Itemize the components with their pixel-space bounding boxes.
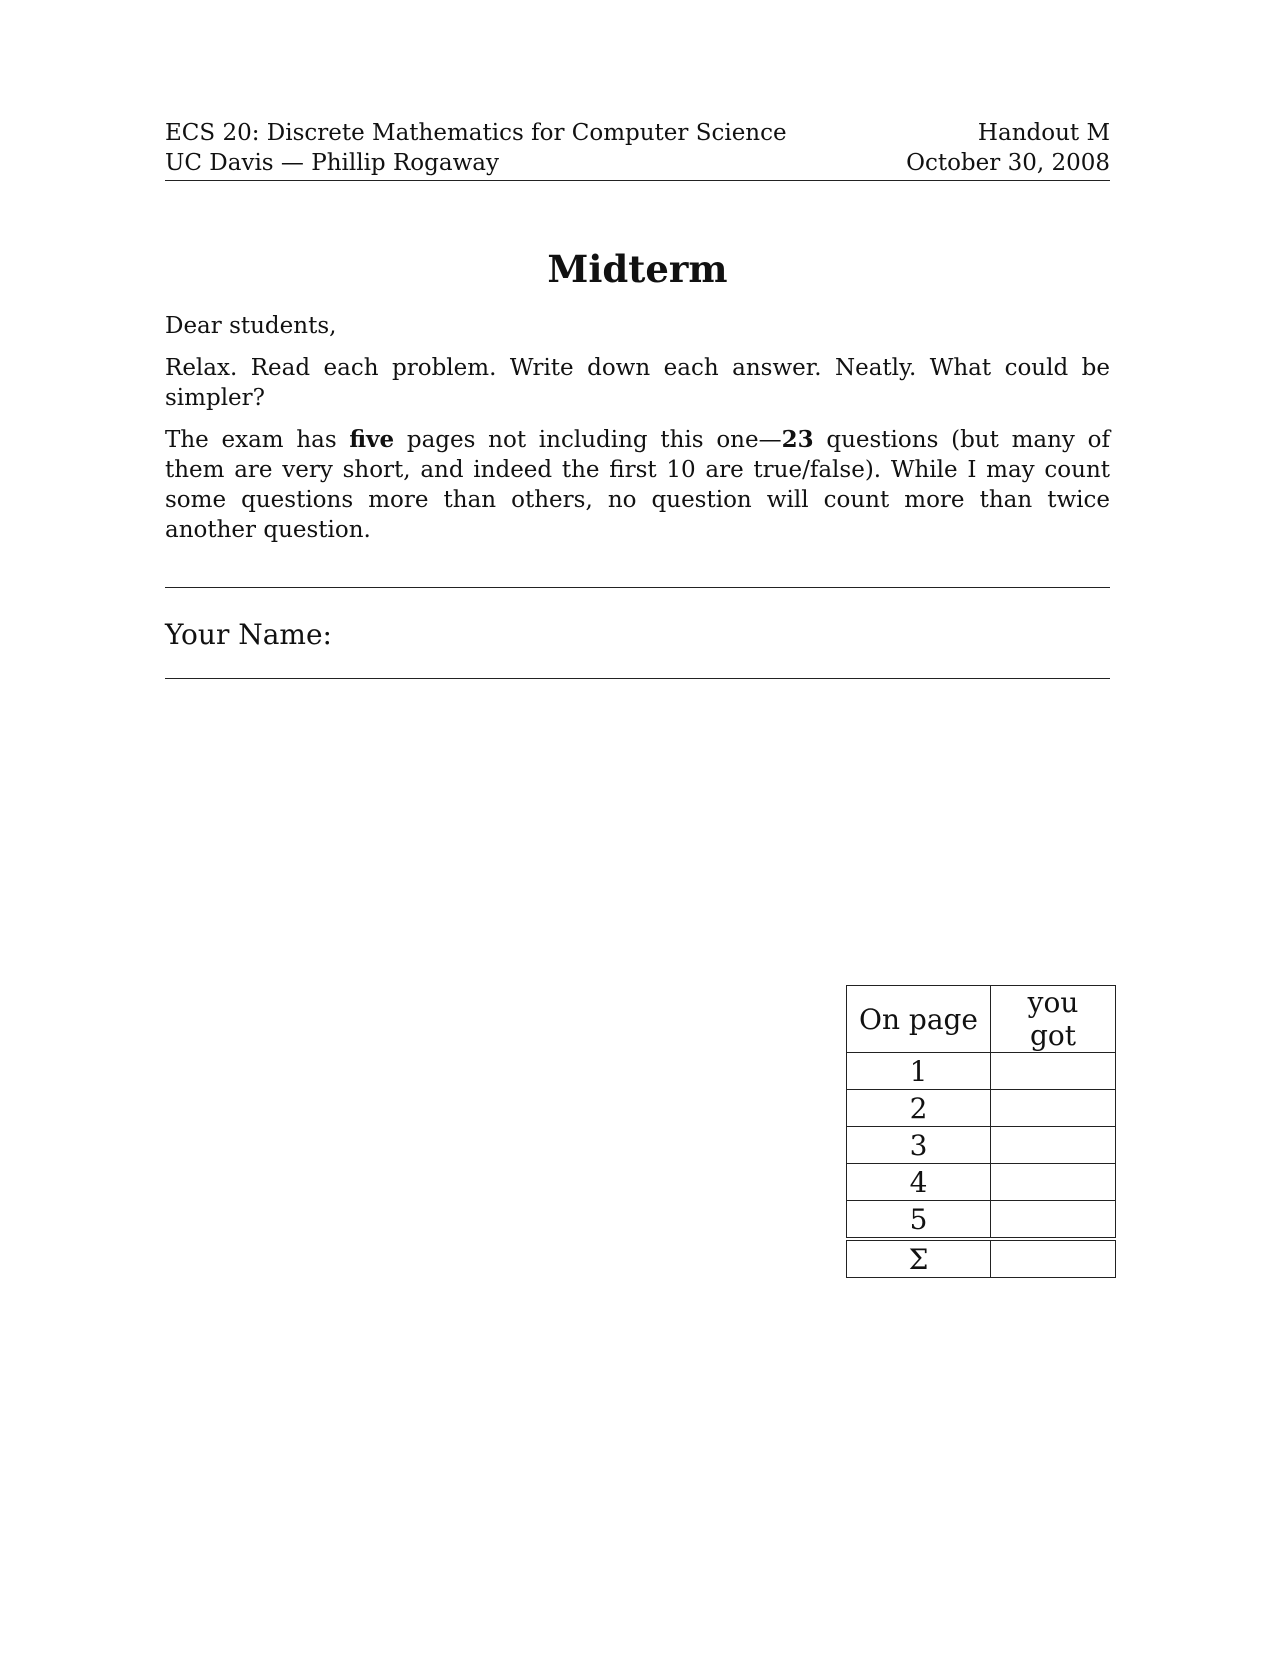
sum-row bbox=[847, 1239, 1116, 1278]
description-part-b: pages not including this one— bbox=[394, 427, 782, 453]
name-field-label: Your Name: bbox=[165, 618, 332, 651]
table-row bbox=[847, 1201, 1116, 1240]
exam-description bbox=[165, 425, 1110, 545]
table-row bbox=[847, 1127, 1116, 1164]
course-title: ECS 20: Discrete Mathematics for Computer Science bbox=[165, 120, 787, 146]
header-right bbox=[906, 118, 1110, 178]
table-row bbox=[847, 1090, 1116, 1127]
page-number: 4 bbox=[847, 1164, 991, 1201]
score-table-header bbox=[847, 986, 1116, 1053]
exam-page bbox=[165, 118, 1110, 679]
page-number: 5 bbox=[847, 1201, 991, 1240]
header-you-got: you got bbox=[991, 986, 1116, 1053]
description-part-c: questions (but many of them are very short, and indeed the first 10 are true/false). While I may count some questions more than others, no question will count more than twice another question. bbox=[165, 427, 1111, 543]
page-number: 1 bbox=[847, 1053, 991, 1090]
pages-count: five bbox=[349, 426, 395, 453]
table-row bbox=[847, 1053, 1116, 1090]
score-table bbox=[846, 985, 1116, 1278]
total-score-cell[interactable] bbox=[991, 1239, 1116, 1278]
instructions-line: Relax. Read each problem. Write down each answer. Neatly. What could be simpler? bbox=[165, 355, 1110, 411]
handout-label: Handout M bbox=[977, 120, 1110, 146]
questions-count: 23 bbox=[781, 426, 814, 453]
table-row bbox=[847, 1164, 1116, 1201]
name-rule-bottom[interactable] bbox=[165, 678, 1110, 679]
score-cell[interactable] bbox=[991, 1090, 1116, 1127]
score-cell[interactable] bbox=[991, 1127, 1116, 1164]
header-on-page: On page bbox=[847, 986, 991, 1053]
sum-symbol: Σ bbox=[847, 1239, 991, 1278]
document-title: Midterm bbox=[547, 247, 728, 291]
score-cell[interactable] bbox=[991, 1201, 1116, 1240]
score-cell[interactable] bbox=[991, 1164, 1116, 1201]
handout-header bbox=[165, 118, 1110, 181]
page-number: 3 bbox=[847, 1127, 991, 1164]
handout-date: October 30, 2008 bbox=[906, 150, 1110, 176]
page-number: 2 bbox=[847, 1090, 991, 1127]
name-rule-top bbox=[165, 587, 1110, 588]
score-cell[interactable] bbox=[991, 1053, 1116, 1090]
greeting: Dear students, bbox=[165, 313, 337, 339]
school-author: UC Davis — Phillip Rogaway bbox=[165, 150, 499, 176]
description-part-a: The exam has bbox=[165, 427, 350, 453]
header-left bbox=[165, 118, 787, 178]
